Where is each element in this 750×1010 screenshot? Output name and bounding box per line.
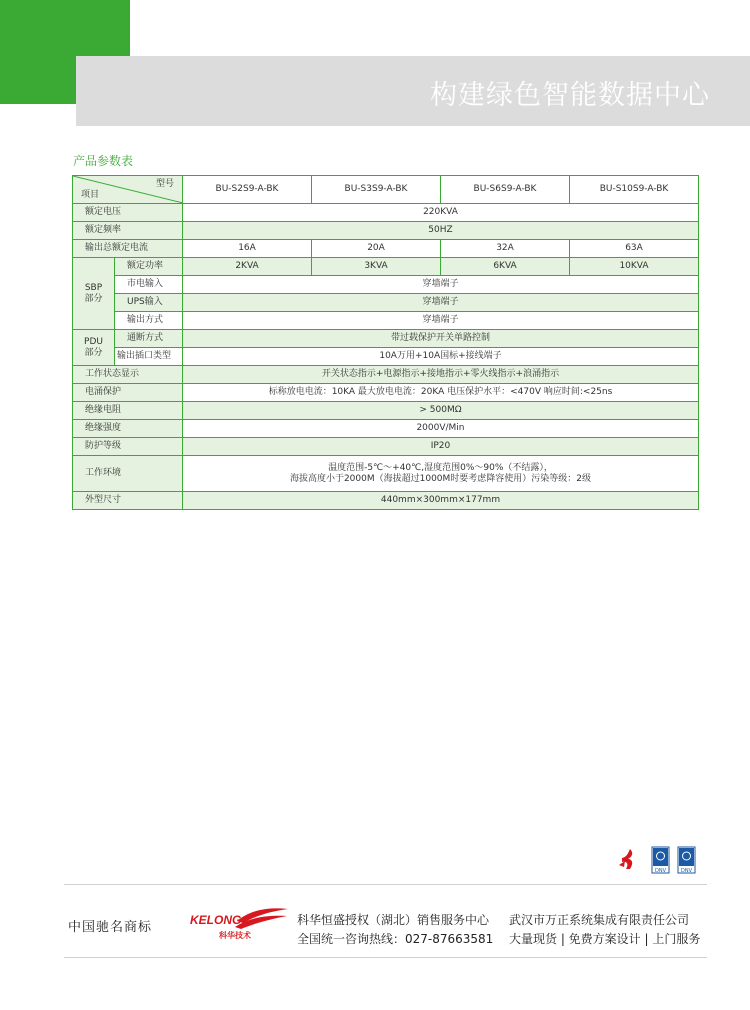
row-value: IP20 <box>183 438 699 456</box>
sbp-group-label <box>73 258 115 330</box>
row-value: 穿墙端子 <box>183 294 699 312</box>
table-row <box>73 438 699 456</box>
table-row <box>73 294 699 312</box>
table-row <box>73 222 699 240</box>
row-value: 穿墙端子 <box>183 276 699 294</box>
row-value: 220KVA <box>183 204 699 222</box>
row-label: 输出总额定电流 <box>73 240 183 258</box>
dealer-line1: 科华恒盛授权（湖北）销售服务中心 <box>297 913 490 927</box>
logo-subtext: 科华技术 <box>219 931 251 940</box>
row-label: 输出方式 <box>115 312 183 330</box>
kelong-logo <box>189 905 289 941</box>
row-value: 10KVA <box>570 258 699 276</box>
row-label: UPS输入 <box>115 294 183 312</box>
model-cell: BU-S3S9-A-BK <box>312 176 441 204</box>
row-value <box>183 456 699 492</box>
sbp-group-line2: 部分 <box>84 293 103 304</box>
row-label: 绝缘电阻 <box>73 402 183 420</box>
row-value: 10A万用+10A国标+接线端子 <box>183 348 699 366</box>
footer-divider-bottom <box>64 957 707 958</box>
row-label: 工作环境 <box>73 456 183 492</box>
row-value: 开关状态指示+电源指示+接地指示+零火线指示+浪涌指示 <box>183 366 699 384</box>
dealer-line2: 全国统一咨询热线：027-87663581 <box>297 932 494 946</box>
sbp-group-line1: SBP <box>84 282 103 293</box>
row-value: 2000V/Min <box>183 420 699 438</box>
section-title: 产品参数表 <box>73 154 134 168</box>
spec-table <box>72 175 699 510</box>
model-cell: BU-S2S9-A-BK <box>183 176 312 204</box>
table-row <box>73 420 699 438</box>
footer-divider-top <box>64 884 707 885</box>
row-label: 防护等级 <box>73 438 183 456</box>
row-label: 额定功率 <box>115 258 183 276</box>
row-label: 额定频率 <box>73 222 183 240</box>
table-row <box>73 348 699 366</box>
pdu-group-label <box>73 330 115 366</box>
environment-line2: 海拔高度小于2000M（海拔超过1000M时要考虑降容使用）污染等级：2级 <box>289 473 592 484</box>
table-header-row <box>73 176 699 204</box>
environment-line1: 温度范围-5℃～+40℃,湿度范围0%～90%（不结露）， <box>328 462 553 473</box>
dnv-badge-icon <box>652 847 669 874</box>
row-label: 外型尺寸 <box>73 492 183 510</box>
banner-title: 构建绿色智能数据中心 <box>430 80 710 111</box>
row-value: 6KVA <box>441 258 570 276</box>
dnv-badge-label: DNV <box>680 868 693 874</box>
row-label: 输出插口类型 <box>115 348 183 366</box>
pdu-group-line2: 部分 <box>84 347 103 358</box>
row-value: 2KVA <box>183 258 312 276</box>
row-value: 穿墙端子 <box>183 312 699 330</box>
model-cell: BU-S6S9-A-BK <box>441 176 570 204</box>
table-row <box>73 384 699 402</box>
row-value: 带过载保护开关单路控制 <box>183 330 699 348</box>
row-value: 50HZ <box>183 222 699 240</box>
pdu-group-line1: PDU <box>84 336 103 347</box>
certification-icons <box>616 843 700 877</box>
table-row <box>73 402 699 420</box>
row-label: 工作状态显示 <box>73 366 183 384</box>
row-label: 额定电压 <box>73 204 183 222</box>
row-value: 63A <box>570 240 699 258</box>
logo-text: KELONG <box>190 913 242 927</box>
row-label: 绝缘强度 <box>73 420 183 438</box>
row-value: 440mm×300mm×177mm <box>183 492 699 510</box>
brand-trademark: 中国驰名商标 <box>68 920 153 935</box>
row-value: 3KVA <box>312 258 441 276</box>
header-banner <box>76 56 750 126</box>
header-model-label: 型号 <box>155 179 174 189</box>
table-row <box>73 366 699 384</box>
dnv-badge-label: DNV <box>654 868 667 874</box>
table-row <box>73 276 699 294</box>
model-cell: BU-S10S9-A-BK <box>570 176 699 204</box>
table-row <box>73 312 699 330</box>
table-row <box>73 240 699 258</box>
header-corner-cell <box>73 176 183 204</box>
china-quality-mark-icon <box>619 849 632 869</box>
row-label: 电涌保护 <box>73 384 183 402</box>
table-row <box>73 258 699 276</box>
row-label: 市电输入 <box>115 276 183 294</box>
dnv-badge-icon <box>678 847 695 874</box>
table-row <box>73 492 699 510</box>
row-label: 通断方式 <box>115 330 183 348</box>
table-row <box>73 204 699 222</box>
header-item-label: 项目 <box>81 190 100 200</box>
row-value: 32A <box>441 240 570 258</box>
company-line1: 武汉市万正系统集成有限责任公司 <box>509 913 690 927</box>
table-row <box>73 456 699 492</box>
table-row <box>73 330 699 348</box>
row-value: 20A <box>312 240 441 258</box>
company-line2: 大量现货 | 免费方案设计 | 上门服务 <box>509 932 701 946</box>
row-value: 16A <box>183 240 312 258</box>
row-value: 标称放电电流：10KA 最大放电电流：20KA 电压保护水平：<470V 响应时间:<25ns <box>183 384 699 402</box>
row-value: > 500MΩ <box>183 402 699 420</box>
